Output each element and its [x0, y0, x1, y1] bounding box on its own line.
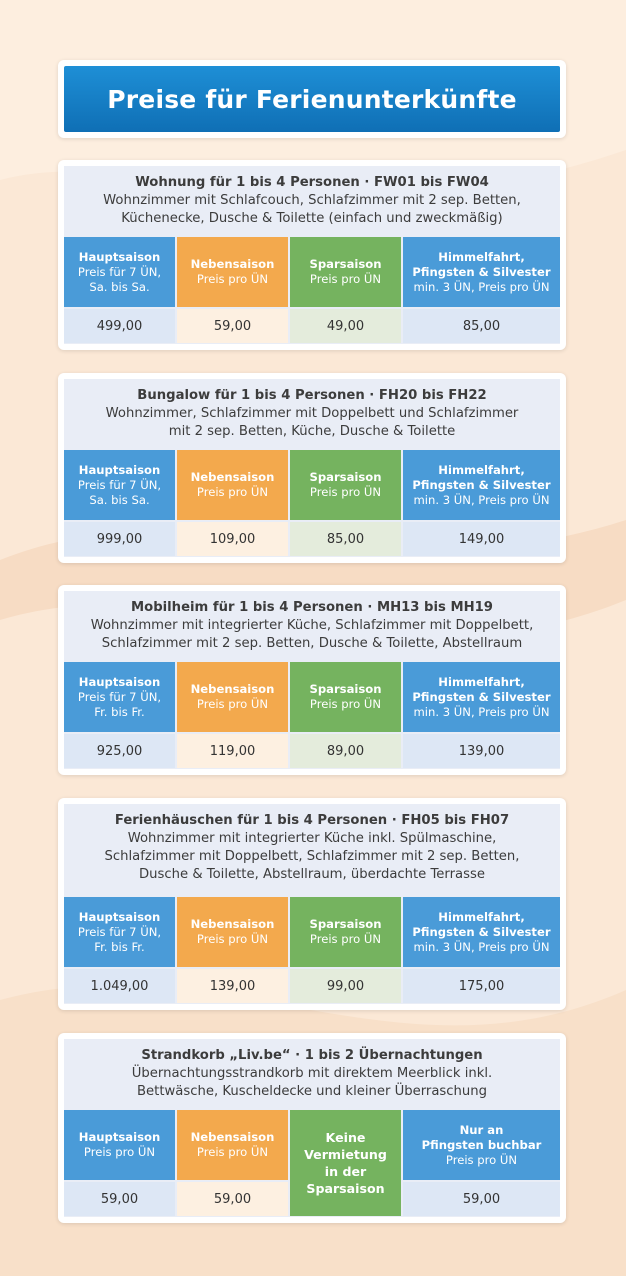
header-himmelfahrt: Himmelfahrt, Pfingsten & Silvester min. 3 ÜN, Preis pro ÜN: [403, 897, 560, 967]
price-nebensaison: 139,00: [177, 969, 288, 1003]
header-sparsaison: Sparsaison Preis pro ÜN: [290, 450, 401, 520]
card-desc: Bettwäsche, Kuscheldecke und kleiner Überraschung: [137, 1084, 487, 1099]
price-sparsaison: 49,00: [290, 309, 401, 343]
header-sparsaison: Sparsaison Preis pro ÜN: [290, 897, 401, 967]
price-nebensaison: 59,00: [177, 1182, 288, 1216]
header-keine-vermietung: Keine Vermietung in der Sparsaison: [290, 1110, 401, 1216]
header-hauptsaison: Hauptsaison Preis pro ÜN: [64, 1110, 175, 1180]
card-title: Ferienhäuschen für 1 bis 4 Personen · FH05 bis FH07: [114, 813, 510, 828]
card-desc: Schlafzimmer mit Doppelbett, Schlafzimmer mit 2 sep. Betten,: [104, 849, 520, 864]
card-desc: Übernachtungsstrandkorb mit direktem Meerblick inkl.: [131, 1066, 493, 1081]
header-sparsaison: Sparsaison Preis pro ÜN: [290, 662, 401, 732]
header-sparsaison: Sparsaison Preis pro ÜN: [290, 237, 401, 307]
price-hauptsaison: 59,00: [64, 1182, 175, 1216]
price-nebensaison: 109,00: [177, 522, 288, 556]
header-nebensaison: Nebensaison Preis pro ÜN: [177, 1110, 288, 1180]
card-title: Wohnung für 1 bis 4 Personen · FW01 bis FW04: [135, 175, 489, 190]
header-nebensaison: Nebensaison Preis pro ÜN: [177, 897, 288, 967]
card-title: Strandkorb „Liv.be“ · 1 bis 2 Übernachtungen: [141, 1048, 483, 1063]
header-himmelfahrt: Himmelfahrt, Pfingsten & Silvester min. 3 ÜN, Preis pro ÜN: [403, 662, 560, 732]
header-himmelfahrt: Himmelfahrt, Pfingsten & Silvester min. 3 ÜN, Preis pro ÜN: [403, 450, 560, 520]
price-sparsaison: 89,00: [290, 734, 401, 768]
header-hauptsaison: Hauptsaison Preis für 7 ÜN, Fr. bis Fr.: [64, 897, 175, 967]
card-desc: Wohnzimmer mit Schlafcouch, Schlafzimmer mit 2 sep. Betten,: [103, 193, 521, 208]
price-himmelfahrt: 175,00: [403, 969, 560, 1003]
header-nebensaison: Nebensaison Preis pro ÜN: [177, 662, 288, 732]
price-nebensaison: 59,00: [177, 309, 288, 343]
card-desc: Wohnzimmer mit integrierter Küche inkl. Spülmaschine,: [127, 831, 497, 846]
header-nebensaison: Nebensaison Preis pro ÜN: [177, 237, 288, 307]
card-desc: Dusche & Toilette, Abstellraum, überdachte Terrasse: [139, 867, 485, 882]
header-hauptsaison: Hauptsaison Preis für 7 ÜN, Sa. bis Sa.: [64, 237, 175, 307]
price-hauptsaison: 999,00: [64, 522, 175, 556]
card-desc: mit 2 sep. Betten, Küche, Dusche & Toilette: [168, 424, 456, 439]
card-desc: Küchenecke, Dusche & Toilette (einfach und zweckmäßig): [121, 211, 503, 226]
price-himmelfahrt: 149,00: [403, 522, 560, 556]
card-title: Mobilheim für 1 bis 4 Personen · MH13 bis MH19: [131, 600, 493, 615]
card-title: Bungalow für 1 bis 4 Personen · FH20 bis FH22: [137, 388, 487, 403]
price-sparsaison: 85,00: [290, 522, 401, 556]
card-wohnung: [58, 160, 566, 350]
price-hauptsaison: 499,00: [64, 309, 175, 343]
card-desc: Wohnzimmer mit integrierter Küche, Schlafzimmer mit Doppelbett,: [90, 618, 534, 633]
price-pfingsten: 59,00: [403, 1182, 560, 1216]
card-bungalow: [58, 373, 566, 563]
header-himmelfahrt: Himmelfahrt, Pfingsten & Silvester min. 3 ÜN, Preis pro ÜN: [403, 237, 560, 307]
card-ferienhaeuschen: [58, 798, 566, 1010]
price-hauptsaison: 1.049,00: [64, 969, 175, 1003]
page-title-box: [58, 60, 566, 138]
card-mobilheim: [58, 585, 566, 775]
card-desc: Wohnzimmer, Schlafzimmer mit Doppelbett und Schlafzimmer: [105, 406, 519, 421]
card-strandkorb: [58, 1033, 566, 1223]
price-nebensaison: 119,00: [177, 734, 288, 768]
price-himmelfahrt: 85,00: [403, 309, 560, 343]
header-pfingsten: Nur an Pfingsten buchbar Preis pro ÜN: [403, 1110, 560, 1180]
card-desc: Schlafzimmer mit 2 sep. Betten, Dusche & Toilette, Abstellraum: [101, 636, 523, 651]
price-hauptsaison: 925,00: [64, 734, 175, 768]
header-nebensaison: Nebensaison Preis pro ÜN: [177, 450, 288, 520]
header-hauptsaison: Hauptsaison Preis für 7 ÜN, Fr. bis Fr.: [64, 662, 175, 732]
header-hauptsaison: Hauptsaison Preis für 7 ÜN, Sa. bis Sa.: [64, 450, 175, 520]
page-title: Preise für Ferienunterkünfte: [64, 66, 560, 132]
price-himmelfahrt: 139,00: [403, 734, 560, 768]
price-sparsaison: 99,00: [290, 969, 401, 1003]
